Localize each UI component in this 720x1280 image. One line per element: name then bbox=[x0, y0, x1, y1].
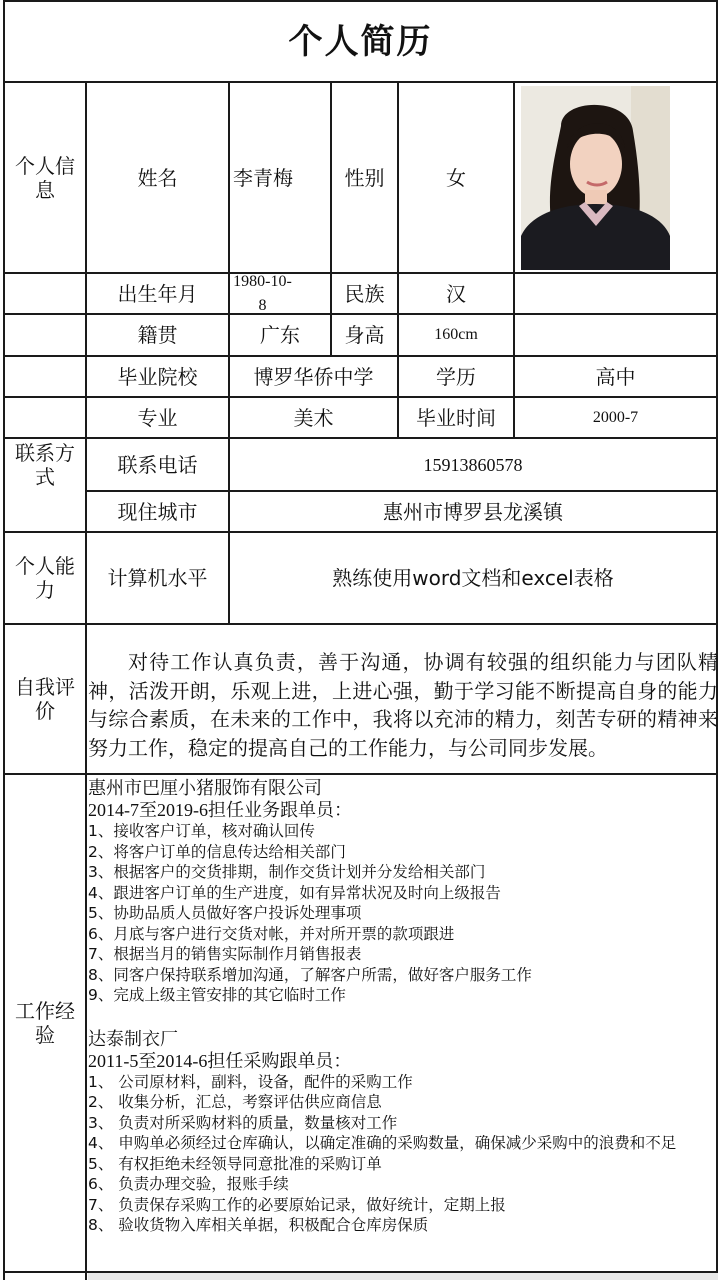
duty-item: 3、根据客户的交货排期，制作交货计划并分发给相关部门 bbox=[88, 863, 486, 881]
duty-item: 5、协助品质人员做好客户投诉处理事项 bbox=[88, 904, 362, 922]
profile-photo bbox=[521, 86, 670, 270]
birth-value: 1980-10-8 bbox=[233, 272, 292, 314]
ethnicity-label: 民族 bbox=[344, 281, 385, 306]
computer-level-value: 熟练使用word文档和excel表格 bbox=[332, 566, 614, 590]
next-row-strip bbox=[88, 1273, 718, 1280]
duty-item: 6、月底与客户进行交货对帐，并对所开票的款项跟进 bbox=[88, 924, 455, 943]
duty-item: 1、 公司原材料，副料，设备，配件的采购工作 bbox=[88, 1072, 413, 1091]
section-label-personal: 个人信息 bbox=[15, 153, 75, 202]
phone-label: 联系电话 bbox=[117, 452, 198, 477]
duty-item: 9、完成上级主管安排的其它临时工作 bbox=[88, 986, 346, 1004]
duty-item: 6、 负责办理交验，报账手续 bbox=[88, 1175, 289, 1193]
height-label: 身高 bbox=[344, 323, 385, 347]
self-evaluation-text: 对待工作认真负责，善于沟通，协调有较强的组织能力与团队精神，活泼开朗，乐观上进，上进心强，勤于学习能不断提高自身的能力与综合素质，在未来的工作中，我将以充沛的精力，刻苦专研的精神来努力工作，稳定的提高自己的工作能力，与公司同步发展。 bbox=[88, 650, 718, 760]
job-role: 2014-7至2019-6担任业务跟单员： bbox=[88, 800, 352, 820]
section-label-work: 工作经验 bbox=[15, 999, 75, 1047]
portrait-image bbox=[521, 86, 670, 270]
duty-item: 8、 验收货物入库相关单据，积极配合仓库房保质 bbox=[88, 1216, 429, 1234]
table-divider bbox=[3, 773, 718, 775]
major-value: 美术 bbox=[293, 405, 334, 430]
duty-item: 3、 负责对所采购材料的质量，数量核对工作 bbox=[88, 1113, 398, 1132]
city-label: 现住城市 bbox=[117, 499, 198, 524]
birth-label: 出生年月 bbox=[117, 281, 198, 306]
duty-item: 1、接收客户订单，核对确认回传 bbox=[88, 822, 315, 840]
phone-value: 15913860578 bbox=[423, 454, 523, 475]
school-value: 博罗华侨中学 bbox=[253, 364, 374, 389]
gender-label: 性别 bbox=[344, 165, 385, 190]
computer-level-label: 计算机水平 bbox=[107, 566, 208, 590]
work-experience bbox=[88, 777, 712, 1236]
duty-item: 2、 收集分析，汇总，考察评估供应商信息 bbox=[88, 1093, 382, 1111]
major-label: 专业 bbox=[137, 405, 178, 430]
duty-item: 7、根据当月的销售实际制作月销售报表 bbox=[88, 945, 362, 963]
city-value: 惠州市博罗县龙溪镇 bbox=[383, 499, 563, 524]
company-name: 惠州市巴厘小猪服饰有限公司 bbox=[88, 778, 322, 799]
ethnicity-value: 汉 bbox=[446, 281, 466, 306]
gender-value: 女 bbox=[446, 165, 466, 190]
native-place-value: 广东 bbox=[260, 323, 300, 347]
table-divider bbox=[3, 623, 718, 625]
name-value: 李青梅 bbox=[233, 165, 293, 190]
height-value: 160cm bbox=[434, 326, 478, 343]
school-label: 毕业院校 bbox=[117, 364, 198, 389]
education-label: 学历 bbox=[436, 364, 476, 389]
native-place-label: 籍贯 bbox=[137, 323, 178, 347]
graduation-value: 2000-7 bbox=[592, 408, 639, 426]
page-title: 个人简历 bbox=[288, 21, 433, 62]
education-value: 高中 bbox=[595, 364, 636, 389]
table-border-right bbox=[716, 0, 718, 1280]
section-label-ability: 个人能力 bbox=[15, 554, 75, 602]
section-label-self-eval: 自我评价 bbox=[15, 675, 75, 723]
duty-item: 2、将客户订单的信息传达给相关部门 bbox=[88, 842, 346, 861]
duty-item: 4、跟进客户订单的生产进度，如有异常状况及时向上级报告 bbox=[88, 883, 501, 902]
duty-item: 4、 申购单必须经过仓库确认，以确定准确的采购数量，确保减少采购中的浪费和不足 bbox=[88, 1134, 677, 1152]
duty-item: 5、 有权拒绝未经领导同意批准的采购订单 bbox=[88, 1154, 382, 1173]
section-label-contact: 联系方式 bbox=[15, 441, 75, 489]
duty-item: 8、同客户保持联系增加沟通，了解客户所需，做好客户服务工作 bbox=[88, 965, 532, 984]
name-label: 姓名 bbox=[137, 165, 178, 190]
job-role: 2011-5至2014-6担任采购跟单员： bbox=[88, 1050, 352, 1071]
company-name: 达泰制衣厂 bbox=[88, 1028, 178, 1050]
graduation-label: 毕业时间 bbox=[416, 405, 496, 430]
duty-item: 7、 负责保存采购工作的必要原始记录，做好统计，定期上报 bbox=[88, 1195, 506, 1214]
